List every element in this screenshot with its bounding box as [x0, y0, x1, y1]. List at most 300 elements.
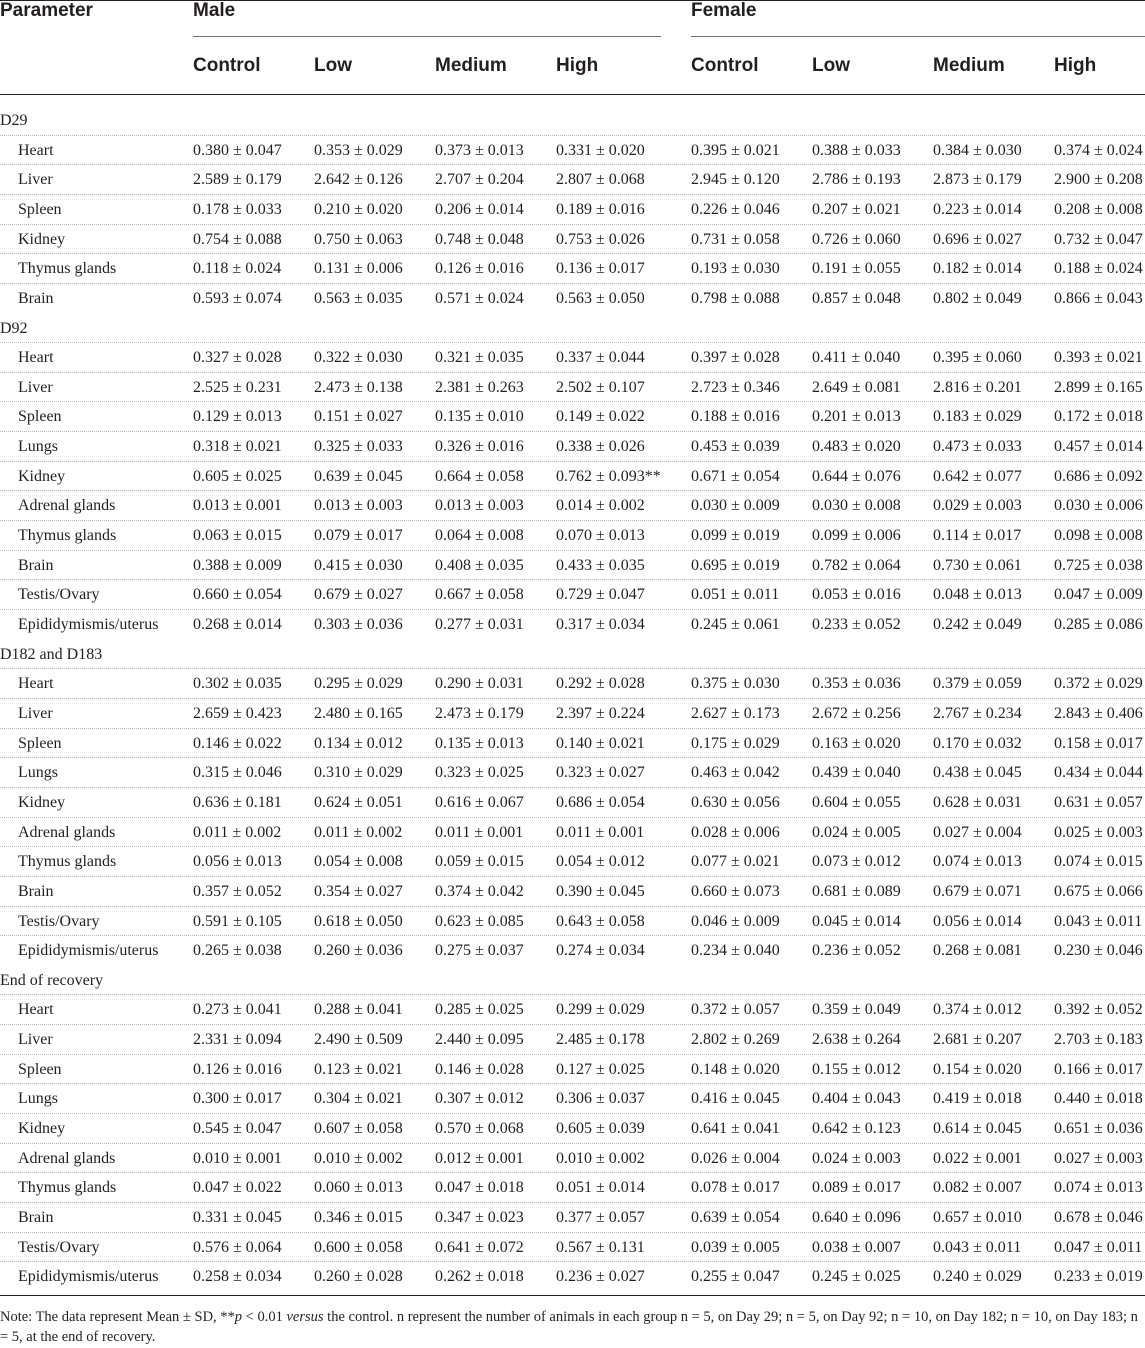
cell-male-high: 0.686 ± 0.054	[556, 794, 645, 811]
cell-male-low: 0.151 ± 0.027	[314, 408, 403, 425]
row-separator	[0, 283, 1145, 284]
cell-male-medium: 0.011 ± 0.001	[435, 824, 524, 841]
cell-female-control: 2.723 ± 0.346	[691, 379, 780, 396]
cell-female-control: 0.397 ± 0.028	[691, 349, 780, 366]
cell-male-high: 0.274 ± 0.034	[556, 942, 645, 959]
cell-female-low: 0.681 ± 0.089	[812, 883, 901, 900]
cell-male-low: 2.473 ± 0.138	[314, 379, 403, 396]
header-male-control: Control	[193, 55, 261, 76]
row-separator	[0, 1054, 1145, 1055]
header-female-medium: Medium	[933, 55, 1005, 76]
cell-female-low: 0.245 ± 0.025	[812, 1268, 901, 1285]
male-group-rule	[193, 36, 661, 37]
row-label: Adrenal glands	[18, 497, 116, 514]
cell-male-low: 0.295 ± 0.029	[314, 675, 403, 692]
cell-male-medium: 0.664 ± 0.058	[435, 468, 524, 485]
row-label: Brain	[18, 557, 54, 574]
row-label: Testis/Ovary	[18, 913, 100, 930]
cell-male-control: 0.388 ± 0.009	[193, 557, 282, 574]
row-separator	[0, 1113, 1145, 1114]
cell-male-control: 0.013 ± 0.001	[193, 497, 282, 514]
cell-male-control: 0.660 ± 0.054	[193, 586, 282, 603]
cell-female-high: 0.074 ± 0.013	[1054, 1179, 1143, 1196]
cell-female-control: 0.028 ± 0.006	[691, 824, 780, 841]
cell-female-medium: 2.816 ± 0.201	[933, 379, 1022, 396]
row-label: Thymus glands	[18, 527, 117, 544]
cell-male-high: 0.236 ± 0.027	[556, 1268, 645, 1285]
cell-female-control: 0.630 ± 0.056	[691, 794, 780, 811]
cell-male-control: 0.056 ± 0.013	[193, 853, 282, 870]
section-title: End of recovery	[0, 972, 104, 989]
cell-male-medium: 0.047 ± 0.018	[435, 1179, 524, 1196]
cell-female-medium: 0.114 ± 0.017	[933, 527, 1022, 544]
row-separator	[0, 787, 1145, 788]
cell-female-medium: 0.657 ± 0.010	[933, 1209, 1022, 1226]
cell-female-high: 0.392 ± 0.052	[1054, 1001, 1143, 1018]
cell-male-high: 0.292 ± 0.028	[556, 675, 645, 692]
row-separator	[0, 906, 1145, 907]
row-label: Spleen	[18, 735, 62, 752]
row-separator	[0, 490, 1145, 491]
cell-male-high: 0.054 ± 0.012	[556, 853, 645, 870]
cell-female-medium: 0.419 ± 0.018	[933, 1090, 1022, 1107]
row-separator	[0, 817, 1145, 818]
row-separator	[0, 1261, 1145, 1262]
cell-female-low: 0.404 ± 0.043	[812, 1090, 901, 1107]
cell-female-medium: 0.056 ± 0.014	[933, 913, 1022, 930]
cell-male-medium: 0.206 ± 0.014	[435, 201, 524, 218]
cell-male-low: 0.123 ± 0.021	[314, 1061, 403, 1078]
cell-male-low: 0.013 ± 0.003	[314, 497, 403, 514]
cell-female-medium: 0.473 ± 0.033	[933, 438, 1022, 455]
row-separator	[0, 1202, 1145, 1203]
header-bottom-rule	[0, 94, 1145, 95]
cell-female-medium: 2.767 ± 0.234	[933, 705, 1022, 722]
cell-female-medium: 0.027 ± 0.004	[933, 824, 1022, 841]
cell-male-high: 0.337 ± 0.044	[556, 349, 645, 366]
cell-female-high: 0.098 ± 0.008	[1054, 527, 1143, 544]
cell-female-high: 0.233 ± 0.019	[1054, 1268, 1143, 1285]
row-label: Adrenal glands	[18, 824, 116, 841]
cell-male-control: 0.754 ± 0.088	[193, 231, 282, 248]
cell-female-medium: 0.438 ± 0.045	[933, 764, 1022, 781]
cell-male-low: 0.353 ± 0.029	[314, 142, 403, 159]
cell-male-control: 0.318 ± 0.021	[193, 438, 282, 455]
cell-male-control: 0.357 ± 0.052	[193, 883, 282, 900]
row-separator	[0, 1172, 1145, 1173]
cell-male-high: 0.299 ± 0.029	[556, 1001, 645, 1018]
cell-female-low: 2.638 ± 0.264	[812, 1031, 901, 1048]
cell-female-low: 0.038 ± 0.007	[812, 1239, 901, 1256]
cell-male-medium: 2.381 ± 0.263	[435, 379, 524, 396]
cell-male-high: 0.189 ± 0.016	[556, 201, 645, 218]
cell-male-medium: 0.641 ± 0.072	[435, 1239, 524, 1256]
cell-female-low: 0.089 ± 0.017	[812, 1179, 901, 1196]
cell-female-high: 0.725 ± 0.038	[1054, 557, 1143, 574]
cell-male-medium: 0.064 ± 0.008	[435, 527, 524, 544]
row-label: Thymus glands	[18, 260, 117, 277]
cell-female-low: 0.857 ± 0.048	[812, 290, 901, 307]
cell-female-medium: 0.074 ± 0.013	[933, 853, 1022, 870]
cell-female-control: 0.234 ± 0.040	[691, 942, 780, 959]
cell-female-high: 0.457 ± 0.014	[1054, 438, 1143, 455]
cell-male-medium: 0.307 ± 0.012	[435, 1090, 524, 1107]
cell-female-high: 0.043 ± 0.011	[1054, 913, 1143, 930]
cell-male-control: 0.010 ± 0.001	[193, 1150, 282, 1167]
row-label: Adrenal glands	[18, 1150, 116, 1167]
cell-female-high: 0.374 ± 0.024	[1054, 142, 1143, 159]
cell-male-high: 0.753 ± 0.026	[556, 231, 645, 248]
row-separator	[0, 579, 1145, 580]
cell-female-low: 0.644 ± 0.076	[812, 468, 901, 485]
row-label: Spleen	[18, 201, 62, 218]
cell-male-control: 0.118 ± 0.024	[193, 260, 282, 277]
cell-male-low: 0.288 ± 0.041	[314, 1001, 403, 1018]
cell-male-low: 0.060 ± 0.013	[314, 1179, 403, 1196]
cell-male-control: 0.636 ± 0.181	[193, 794, 282, 811]
cell-female-medium: 0.029 ± 0.003	[933, 497, 1022, 514]
cell-female-low: 0.053 ± 0.016	[812, 586, 901, 603]
cell-female-high: 2.703 ± 0.183	[1054, 1031, 1143, 1048]
row-separator	[0, 461, 1145, 462]
cell-female-low: 2.786 ± 0.193	[812, 171, 901, 188]
row-label: Liver	[18, 1031, 53, 1048]
cell-female-control: 0.039 ± 0.005	[691, 1239, 780, 1256]
cell-female-control: 0.639 ± 0.054	[691, 1209, 780, 1226]
cell-female-low: 0.726 ± 0.060	[812, 231, 901, 248]
cell-female-medium: 0.679 ± 0.071	[933, 883, 1022, 900]
cell-male-medium: 0.347 ± 0.023	[435, 1209, 524, 1226]
row-label: Liver	[18, 705, 53, 722]
cell-female-medium: 0.183 ± 0.029	[933, 408, 1022, 425]
cell-female-medium: 0.614 ± 0.045	[933, 1120, 1022, 1137]
cell-male-high: 2.807 ± 0.068	[556, 171, 645, 188]
cell-male-control: 0.011 ± 0.002	[193, 824, 282, 841]
cell-male-control: 0.129 ± 0.013	[193, 408, 282, 425]
header-male-medium: Medium	[435, 55, 507, 76]
cell-female-medium: 0.379 ± 0.059	[933, 675, 1022, 692]
cell-female-medium: 0.802 ± 0.049	[933, 290, 1022, 307]
cell-male-medium: 0.059 ± 0.015	[435, 853, 524, 870]
cell-male-high: 0.010 ± 0.002	[556, 1150, 645, 1167]
row-label: Heart	[18, 1001, 54, 1018]
cell-male-medium: 0.623 ± 0.085	[435, 913, 524, 930]
cell-female-high: 0.285 ± 0.086	[1054, 616, 1143, 633]
cell-male-low: 0.303 ± 0.036	[314, 616, 403, 633]
cell-male-control: 0.302 ± 0.035	[193, 675, 282, 692]
cell-female-medium: 2.873 ± 0.179	[933, 171, 1022, 188]
cell-male-high: 0.643 ± 0.058	[556, 913, 645, 930]
cell-male-high: 0.014 ± 0.002	[556, 497, 645, 514]
cell-male-low: 2.490 ± 0.509	[314, 1031, 403, 1048]
table-bottom-rule	[0, 1295, 1145, 1296]
cell-female-medium: 0.395 ± 0.060	[933, 349, 1022, 366]
cell-male-low: 0.600 ± 0.058	[314, 1239, 403, 1256]
cell-male-low: 2.642 ± 0.126	[314, 171, 403, 188]
cell-female-high: 0.440 ± 0.018	[1054, 1090, 1143, 1107]
cell-female-control: 0.077 ± 0.021	[691, 853, 780, 870]
row-label: Liver	[18, 171, 53, 188]
row-label: Lungs	[18, 1090, 58, 1107]
cell-female-control: 0.671 ± 0.054	[691, 468, 780, 485]
row-separator	[0, 431, 1145, 432]
cell-female-high: 0.732 ± 0.047	[1054, 231, 1143, 248]
cell-male-medium: 0.290 ± 0.031	[435, 675, 524, 692]
cell-male-low: 0.260 ± 0.028	[314, 1268, 403, 1285]
row-separator	[0, 935, 1145, 936]
cell-female-medium: 0.268 ± 0.081	[933, 942, 1022, 959]
cell-female-low: 0.439 ± 0.040	[812, 764, 901, 781]
row-label: Brain	[18, 883, 54, 900]
cell-male-low: 0.750 ± 0.063	[314, 231, 403, 248]
cell-male-medium: 2.440 ± 0.095	[435, 1031, 524, 1048]
cell-female-medium: 0.223 ± 0.014	[933, 201, 1022, 218]
cell-male-low: 0.607 ± 0.058	[314, 1120, 403, 1137]
cell-male-medium: 2.707 ± 0.204	[435, 171, 524, 188]
cell-male-control: 0.327 ± 0.028	[193, 349, 282, 366]
row-label: Liver	[18, 379, 53, 396]
cell-female-control: 2.627 ± 0.173	[691, 705, 780, 722]
section-title: D92	[0, 320, 28, 337]
row-label: Kidney	[18, 794, 66, 811]
cell-female-low: 0.030 ± 0.008	[812, 497, 901, 514]
cell-male-control: 0.178 ± 0.033	[193, 201, 282, 218]
cell-female-medium: 0.384 ± 0.030	[933, 142, 1022, 159]
row-separator	[0, 135, 1145, 136]
cell-male-medium: 0.373 ± 0.013	[435, 142, 524, 159]
cell-male-medium: 0.616 ± 0.067	[435, 794, 524, 811]
cell-male-high: 0.070 ± 0.013	[556, 527, 645, 544]
cell-female-medium: 0.082 ± 0.007	[933, 1179, 1022, 1196]
cell-female-high: 0.372 ± 0.029	[1054, 675, 1143, 692]
cell-male-control: 0.126 ± 0.016	[193, 1061, 282, 1078]
cell-female-control: 0.046 ± 0.009	[691, 913, 780, 930]
cell-female-control: 0.175 ± 0.029	[691, 735, 780, 752]
cell-female-high: 2.843 ± 0.406	[1054, 705, 1143, 722]
cell-female-low: 0.604 ± 0.055	[812, 794, 901, 811]
cell-female-high: 0.172 ± 0.018	[1054, 408, 1143, 425]
cell-male-control: 2.525 ± 0.231	[193, 379, 282, 396]
cell-male-medium: 0.570 ± 0.068	[435, 1120, 524, 1137]
row-separator	[0, 609, 1145, 610]
cell-female-control: 0.453 ± 0.039	[691, 438, 780, 455]
cell-male-high: 0.338 ± 0.026	[556, 438, 645, 455]
cell-female-high: 0.631 ± 0.057	[1054, 794, 1143, 811]
cell-male-low: 0.354 ± 0.027	[314, 883, 403, 900]
cell-male-medium: 0.571 ± 0.024	[435, 290, 524, 307]
cell-female-control: 0.226 ± 0.046	[691, 201, 780, 218]
row-separator	[0, 668, 1145, 669]
cell-male-high: 0.563 ± 0.050	[556, 290, 645, 307]
cell-male-medium: 0.321 ± 0.035	[435, 349, 524, 366]
header-female-high: High	[1054, 55, 1097, 76]
header-male-high: High	[556, 55, 599, 76]
cell-female-medium: 2.681 ± 0.207	[933, 1031, 1022, 1048]
cell-female-low: 2.649 ± 0.081	[812, 379, 901, 396]
cell-male-high: 0.127 ± 0.025	[556, 1061, 645, 1078]
cell-male-low: 0.054 ± 0.008	[314, 853, 403, 870]
cell-male-high: 0.390 ± 0.045	[556, 883, 645, 900]
cell-male-control: 0.258 ± 0.034	[193, 1268, 282, 1285]
header-male: Male	[193, 0, 236, 21]
cell-male-high: 0.729 ± 0.047	[556, 586, 645, 603]
cell-female-low: 0.191 ± 0.055	[812, 260, 901, 277]
row-label: Spleen	[18, 408, 62, 425]
cell-female-low: 0.073 ± 0.012	[812, 853, 901, 870]
cell-male-high: 0.377 ± 0.057	[556, 1209, 645, 1226]
cell-male-high: 2.502 ± 0.107	[556, 379, 645, 396]
section-title: D29	[0, 112, 28, 129]
cell-female-high: 0.030 ± 0.006	[1054, 497, 1143, 514]
row-separator	[0, 728, 1145, 729]
cell-male-high: 0.762 ± 0.093**	[556, 468, 661, 485]
row-separator	[0, 224, 1145, 225]
table-note: Note: The data represent Mean ± SD, **p < 0.01 versus the control. n represent the number of animals in each group n = 5, on Day 29; n = 5, on Day 92; n = 10, on Day 182; n = 10, on Day 183; n = 5, at the end of recovery.	[0, 1309, 1138, 1345]
cell-male-medium: 0.275 ± 0.037	[435, 942, 524, 959]
cell-male-control: 2.589 ± 0.179	[193, 171, 282, 188]
cell-male-medium: 0.748 ± 0.048	[435, 231, 524, 248]
row-label: Testis/Ovary	[18, 1239, 100, 1256]
row-label: Heart	[18, 675, 54, 692]
row-separator	[0, 342, 1145, 343]
cell-female-low: 0.642 ± 0.123	[812, 1120, 901, 1137]
row-separator	[0, 253, 1145, 254]
row-separator	[0, 698, 1145, 699]
row-label: Heart	[18, 142, 54, 159]
cell-female-low: 0.163 ± 0.020	[812, 735, 901, 752]
row-separator	[0, 1024, 1145, 1025]
cell-male-medium: 0.013 ± 0.003	[435, 497, 524, 514]
cell-female-control: 0.030 ± 0.009	[691, 497, 780, 514]
cell-male-control: 0.063 ± 0.015	[193, 527, 282, 544]
table-top-rule	[0, 0, 1145, 1]
cell-male-control: 0.593 ± 0.074	[193, 290, 282, 307]
cell-female-high: 0.047 ± 0.009	[1054, 586, 1143, 603]
cell-male-medium: 0.326 ± 0.016	[435, 438, 524, 455]
cell-male-high: 0.011 ± 0.001	[556, 824, 645, 841]
cell-male-medium: 0.146 ± 0.028	[435, 1061, 524, 1078]
cell-female-control: 0.641 ± 0.041	[691, 1120, 780, 1137]
cell-male-high: 0.605 ± 0.039	[556, 1120, 645, 1137]
cell-male-low: 0.079 ± 0.017	[314, 527, 403, 544]
cell-male-control: 0.268 ± 0.014	[193, 616, 282, 633]
row-label: Kidney	[18, 1120, 66, 1137]
row-label: Kidney	[18, 231, 66, 248]
row-separator	[0, 1083, 1145, 1084]
cell-female-high: 2.899 ± 0.165	[1054, 379, 1143, 396]
cell-male-high: 0.323 ± 0.027	[556, 764, 645, 781]
cell-female-control: 0.099 ± 0.019	[691, 527, 780, 544]
cell-male-control: 0.315 ± 0.046	[193, 764, 282, 781]
row-separator	[0, 164, 1145, 165]
row-separator	[0, 194, 1145, 195]
cell-female-control: 0.798 ± 0.088	[691, 290, 780, 307]
cell-female-high: 0.047 ± 0.011	[1054, 1239, 1143, 1256]
cell-male-low: 2.480 ± 0.165	[314, 705, 403, 722]
cell-male-medium: 0.135 ± 0.013	[435, 735, 524, 752]
cell-female-high: 0.158 ± 0.017	[1054, 735, 1143, 752]
cell-male-medium: 0.262 ± 0.018	[435, 1268, 524, 1285]
cell-female-high: 0.686 ± 0.092	[1054, 468, 1143, 485]
cell-female-high: 0.230 ± 0.046	[1054, 942, 1143, 959]
cell-female-high: 0.074 ± 0.015	[1054, 853, 1143, 870]
cell-female-medium: 0.628 ± 0.031	[933, 794, 1022, 811]
cell-male-control: 0.545 ± 0.047	[193, 1120, 282, 1137]
row-label: Brain	[18, 1209, 54, 1226]
cell-female-low: 0.024 ± 0.005	[812, 824, 901, 841]
row-label: Kidney	[18, 468, 66, 485]
row-label: Thymus glands	[18, 853, 117, 870]
cell-female-medium: 0.374 ± 0.012	[933, 1001, 1022, 1018]
row-separator	[0, 1232, 1145, 1233]
cell-female-control: 0.416 ± 0.045	[691, 1090, 780, 1107]
cell-female-high: 0.678 ± 0.046	[1054, 1209, 1143, 1226]
cell-female-high: 2.900 ± 0.208	[1054, 171, 1143, 188]
cell-male-low: 0.346 ± 0.015	[314, 1209, 403, 1226]
cell-female-high: 0.434 ± 0.044	[1054, 764, 1143, 781]
cell-male-high: 0.140 ± 0.021	[556, 735, 645, 752]
cell-male-high: 0.317 ± 0.034	[556, 616, 645, 633]
cell-male-control: 0.146 ± 0.022	[193, 735, 282, 752]
cell-female-control: 0.078 ± 0.017	[691, 1179, 780, 1196]
cell-female-control: 0.148 ± 0.020	[691, 1061, 780, 1078]
cell-male-high: 0.306 ± 0.037	[556, 1090, 645, 1107]
cell-male-low: 0.325 ± 0.033	[314, 438, 403, 455]
cell-male-high: 0.136 ± 0.017	[556, 260, 645, 277]
cell-male-low: 0.563 ± 0.035	[314, 290, 403, 307]
cell-female-high: 0.208 ± 0.008	[1054, 201, 1143, 218]
cell-female-medium: 0.182 ± 0.014	[933, 260, 1022, 277]
cell-male-high: 2.485 ± 0.178	[556, 1031, 645, 1048]
cell-female-high: 0.188 ± 0.024	[1054, 260, 1143, 277]
cell-male-medium: 0.012 ± 0.001	[435, 1150, 524, 1167]
row-separator	[0, 372, 1145, 373]
row-label: Epididymismis/uterus	[18, 942, 159, 959]
cell-female-high: 0.025 ± 0.003	[1054, 824, 1143, 841]
row-label: Epididymismis/uterus	[18, 1268, 159, 1285]
cell-male-medium: 0.667 ± 0.058	[435, 586, 524, 603]
cell-male-control: 0.273 ± 0.041	[193, 1001, 282, 1018]
row-label: Brain	[18, 290, 54, 307]
cell-male-low: 0.011 ± 0.002	[314, 824, 403, 841]
cell-male-low: 0.134 ± 0.012	[314, 735, 403, 752]
cell-male-medium: 0.374 ± 0.042	[435, 883, 524, 900]
cell-female-low: 0.099 ± 0.006	[812, 527, 901, 544]
cell-male-control: 0.605 ± 0.025	[193, 468, 282, 485]
cell-female-low: 0.233 ± 0.052	[812, 616, 901, 633]
cell-male-medium: 2.473 ± 0.179	[435, 705, 524, 722]
cell-female-low: 0.045 ± 0.014	[812, 913, 901, 930]
header-male-low: Low	[314, 55, 352, 76]
cell-male-low: 0.415 ± 0.030	[314, 557, 403, 574]
cell-male-low: 0.310 ± 0.029	[314, 764, 403, 781]
row-label: Testis/Ovary	[18, 586, 100, 603]
cell-female-medium: 0.242 ± 0.049	[933, 616, 1022, 633]
cell-female-low: 0.201 ± 0.013	[812, 408, 901, 425]
row-label: Spleen	[18, 1061, 62, 1078]
cell-female-control: 0.255 ± 0.047	[691, 1268, 780, 1285]
cell-male-control: 0.331 ± 0.045	[193, 1209, 282, 1226]
cell-female-low: 0.782 ± 0.064	[812, 557, 901, 574]
row-separator	[0, 846, 1145, 847]
cell-female-medium: 0.170 ± 0.032	[933, 735, 1022, 752]
cell-male-medium: 0.277 ± 0.031	[435, 616, 524, 633]
row-separator	[0, 876, 1145, 877]
section-title: D182 and D183	[0, 646, 103, 663]
cell-male-control: 0.265 ± 0.038	[193, 942, 282, 959]
cell-male-high: 0.331 ± 0.020	[556, 142, 645, 159]
cell-female-control: 0.731 ± 0.058	[691, 231, 780, 248]
